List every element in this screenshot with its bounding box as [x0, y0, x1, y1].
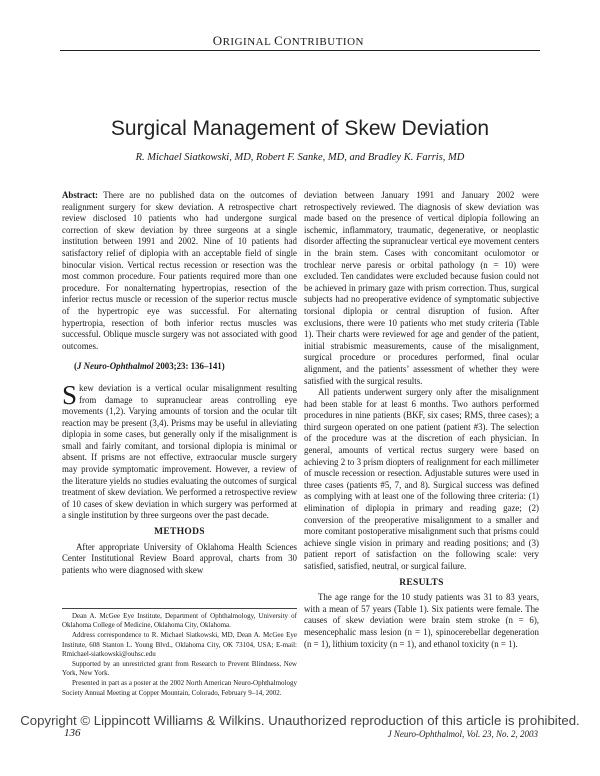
- footnotes: [62, 608, 297, 699]
- results-paragraph-1: The age range for the 10 study patients was 31 to 83 years, with a mean of 57 years (Table 1). Six patients were female. The causes of skew deviation were brain stem stroke (n = 6), mesencephalic mass lesion (n = 1), spinocerebellar degeneration (n = 1), lithium toxicity (n = 1), and ethanol toxicity (n = 1).: [304, 592, 539, 649]
- footnote-support: Supported by an unrestricted grant from Research to Prevent Blindness, New York, New York.: [62, 660, 297, 678]
- page-number: 136: [64, 727, 81, 739]
- methods-paragraph-2: All patients underwent surgery only after the misalignment had been stable for at least 6 months. Two authors performed procedures in nine patients (BKF, six cases; RMS, three cases); a third surgeon operated on one patient (patient #3). The selection of the procedure was at the discretion of each physician. In general, amounts of vertical rectus surgery were based on achieving 2 to 3 prism diopters of realignment for each millimeter of muscle recession or resection. Adjustable sutures were used in three cases (patients #5, 7, and 8). Surgical success was defined as complying with at least one of the following three criteria: (1) elimination of diplopia in primary and reading gaze; (2) conversion of the preoperative misalignment to a smaller and more comitant postoperative misalignment such that prisms could achieve single vision in primary and reading positions; and (3) patient report of satisfaction on the following scale: very satisfied, satisfied, neutral, or surgical failure.: [304, 387, 539, 571]
- abstract: [62, 190, 297, 352]
- copyright-notice: Copyright © Lippincott Williams & Wilkins. Unauthorized reproduction of this article is prohibited.: [20, 713, 580, 728]
- footnote-correspondence: Address correspondence to R. Michael Siatkowski, MD, Dean A. McGee Eye Institute, 608 Stanton L. Young Blvd., Oklahoma City, OK 73104, USA; E-mail: Rmichael-siatkowski@ouhsc.edu: [62, 631, 297, 658]
- author-list: R. Michael Siatkowski, MD, Robert F. Sanke, MD, and Bradley K. Farris, MD: [135, 152, 465, 163]
- results-heading: RESULTS: [399, 577, 444, 588]
- right-column: [304, 190, 539, 650]
- citation-journal: J Neuro-Ophthalmol: [76, 361, 154, 372]
- drop-cap: S: [62, 379, 78, 410]
- intro-paragraph: Skew deviation is a vertical ocular misalignment resulting from damage to supranuclear areas controlling eye movements (1,2). Varying amounts of torsion and the ocular tilt reaction may be present (3,4). Prisms may be useful in alleviating diplopia in some cases, but generally only if the misalignment is small and fairly comitant, and torsional diplopia is minimal or absent. If prisms are not effective, extraocular muscle surgery may provide symptomatic improvement. However, a review of the literature yields no studies evaluating the outcomes of surgical treatment of skew deviation. We performed a retrospective review of 10 cases of skew deviation in which surgery was performed at a single institution by three surgeons over the past decade.: [62, 379, 297, 521]
- left-column: [62, 190, 297, 576]
- methods-paragraph-1-continued: deviation between January 1991 and January 2002 were retrospectively reviewed. The diagnosis of skew deviation was made based on the presence of vertical diplopia following an ischemic, inflammatory, traumatic, degenerative, or neoplastic disorder affecting the supranuclear vertical eye movement centers in the brain stem. Cases with concomitant oculomotor or trochlear nerve paresis or orbital pathology (n = 10) were excluded. Ten candidates were excluded because fusion could not be achieved in primary gaze with prism correction. Thus, surgical subjects had no preoperative evidence of symptomatic subjective torsional diplopia or central disruption of fusion. After exclusions, there were 10 patients who met study criteria (Table 1). Their charts were reviewed for age and gender of the patient, initial strabismic measurements, cause of the misalignment, surgical procedure or procedures performed, final ocular alignment, and the patients’ assessment of whether they were satisfied with the surgical results.: [304, 190, 539, 386]
- section-label: ORIGINAL CONTRIBUTION: [212, 33, 364, 48]
- journal-footer: J Neuro-Ophthalmol, Vol. 23, No. 2, 2003: [387, 729, 538, 739]
- methods-paragraph-1: After appropriate University of Oklahoma Health Sciences Center Institutional Review Board approval, charts from 30 patients who were diagnosed with skew: [62, 541, 297, 575]
- citation: (J Neuro-Ophthalmol 2003;23: 136–141): [74, 361, 225, 372]
- abstract-text: There are no published data on the outcomes of realignment surgery for skew deviation. A retrospective chart review disclosed 10 patients who had undergone surgical correction of skew deviation by three surgeons at a single institution between 1991 and 2002. Nine of 10 patients had satisfactory relief of diplopia with an acceptable field of single binocular vision. Vertical rectus recession or resection was the most common procedure. Four patients required more than one procedure. For nonalternating hypertropias, resection of the inferior rectus muscle or recession of the superior rectus muscle of the hypertropic eye was successful. For alternating hypertropia, resection of both inferior rectus muscles was successful. Oblique muscle surgery was not associated with good outcomes.: [62, 190, 297, 351]
- abstract-label: Abstract:: [62, 190, 98, 200]
- methods-heading: METHODS: [154, 527, 205, 538]
- article-title: Surgical Management of Skew Deviation: [110, 117, 490, 140]
- header-rule: [60, 50, 540, 51]
- citation-ref: 2003;23: 136–141): [153, 361, 225, 372]
- footnote-presentation: Presented in part as a poster at the 2002 North American Neuro-Ophthalmology Society Annual Meeting at Copper Mountain, Colorado, February 9–14, 2002.: [62, 679, 297, 697]
- footnote-affiliation: Dean A. McGee Eye Institute, Department of Ophthalmology, University of Oklahoma College of Medicine, Oklahoma City, Oklahoma.: [62, 612, 297, 630]
